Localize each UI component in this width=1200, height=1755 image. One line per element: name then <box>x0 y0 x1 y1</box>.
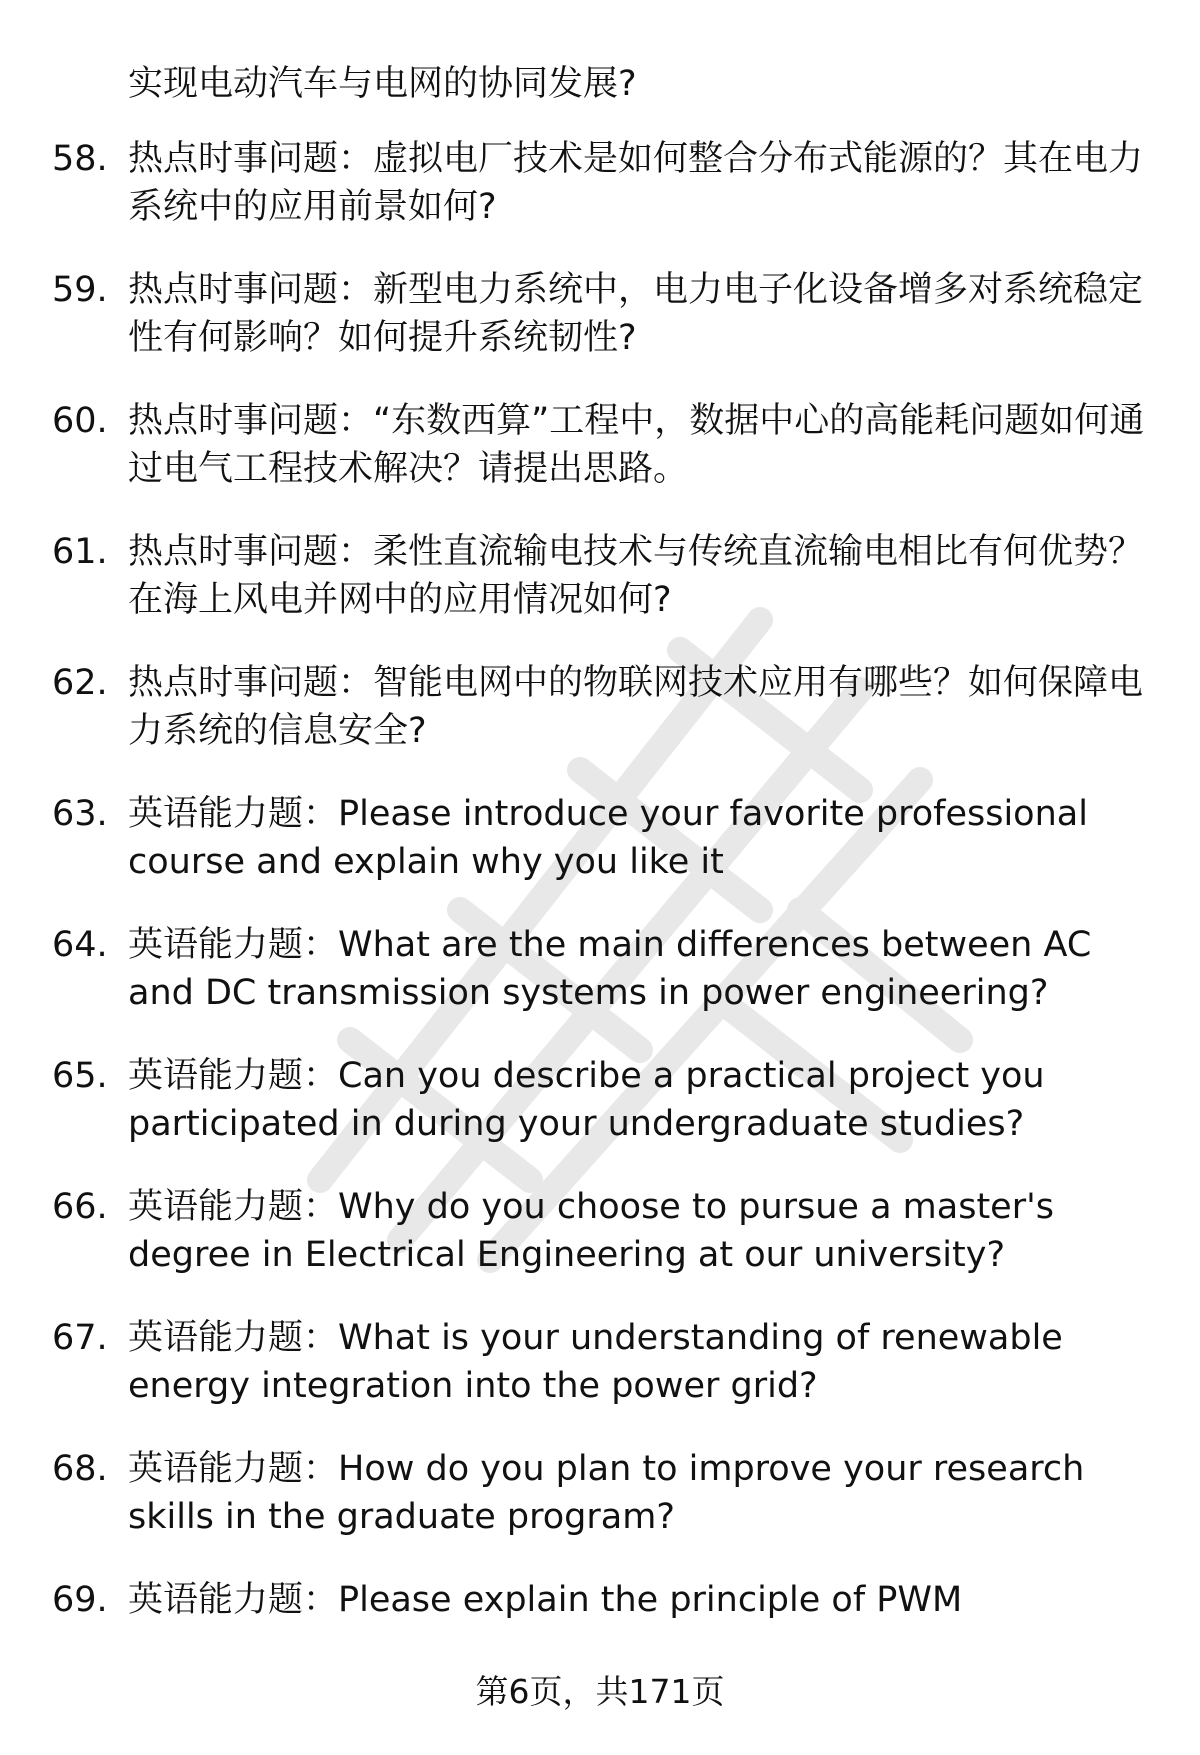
list-item <box>52 1576 1162 1624</box>
list-item <box>52 528 1162 624</box>
list-item <box>52 790 1162 886</box>
question-number: 62. <box>52 663 108 703</box>
list-item <box>52 135 1162 231</box>
question-number: 64. <box>52 925 108 965</box>
list-item <box>52 921 1162 1017</box>
question-text: 英语能力题：What is your understanding of renewable energy integration into the power grid? <box>128 1318 1063 1406</box>
list-item <box>52 266 1162 362</box>
list-item <box>52 397 1162 493</box>
question-number: 63. <box>52 794 108 834</box>
question-text: 热点时事问题：“东数西算”工程中，数据中心的高能耗问题如何通过电气工程技术解决？请提出思路。 <box>128 401 1145 489</box>
question-number: 60. <box>52 401 108 441</box>
question-text: 英语能力题：Please explain the principle of PWM <box>128 1580 963 1620</box>
question-text: 热点时事问题：新型电力系统中，电力电子化设备增多对系统稳定性有何影响？如何提升系统韧性? <box>128 270 1144 358</box>
question-number: 61. <box>52 532 108 572</box>
question-number: 59. <box>52 270 108 310</box>
question-list <box>52 60 1162 1659</box>
list-item <box>52 1052 1162 1148</box>
question-text: 英语能力题：Can you describe a practical project you participated in during your undergraduate studies? <box>128 1056 1045 1144</box>
question-text: 英语能力题：What are the main differences between AC and DC transmission systems in power engineering? <box>128 925 1092 1013</box>
continued-question-text: 实现电动汽车与电网的协同发展? <box>128 64 637 104</box>
question-text: 英语能力题：How do you plan to improve your research skills in the graduate program? <box>128 1449 1085 1537</box>
question-number: 66. <box>52 1187 108 1227</box>
question-number: 58. <box>52 139 108 179</box>
question-text: 英语能力题：Please introduce your favorite professional course and explain why you like it <box>128 794 1088 882</box>
list-item <box>52 1183 1162 1279</box>
question-text: 英语能力题：Why do you choose to pursue a master's degree in Electrical Engineering at our university? <box>128 1187 1054 1275</box>
question-text: 热点时事问题：虚拟电厂技术是如何整合分布式能源的？其在电力系统中的应用前景如何? <box>128 139 1144 227</box>
page-number-footer: 第6页，共171页 <box>475 1672 725 1711</box>
question-number: 69. <box>52 1580 108 1620</box>
question-number: 67. <box>52 1318 108 1358</box>
question-number: 65. <box>52 1056 108 1096</box>
list-item <box>52 1314 1162 1410</box>
question-text: 热点时事问题：柔性直流输电技术与传统直流输电相比有何优势？在海上风电并网中的应用情况如何? <box>128 532 1144 620</box>
list-item <box>52 1445 1162 1541</box>
list-item <box>52 659 1162 755</box>
question-number: 68. <box>52 1449 108 1489</box>
question-text: 热点时事问题：智能电网中的物联网技术应用有哪些？如何保障电力系统的信息安全? <box>128 663 1144 751</box>
